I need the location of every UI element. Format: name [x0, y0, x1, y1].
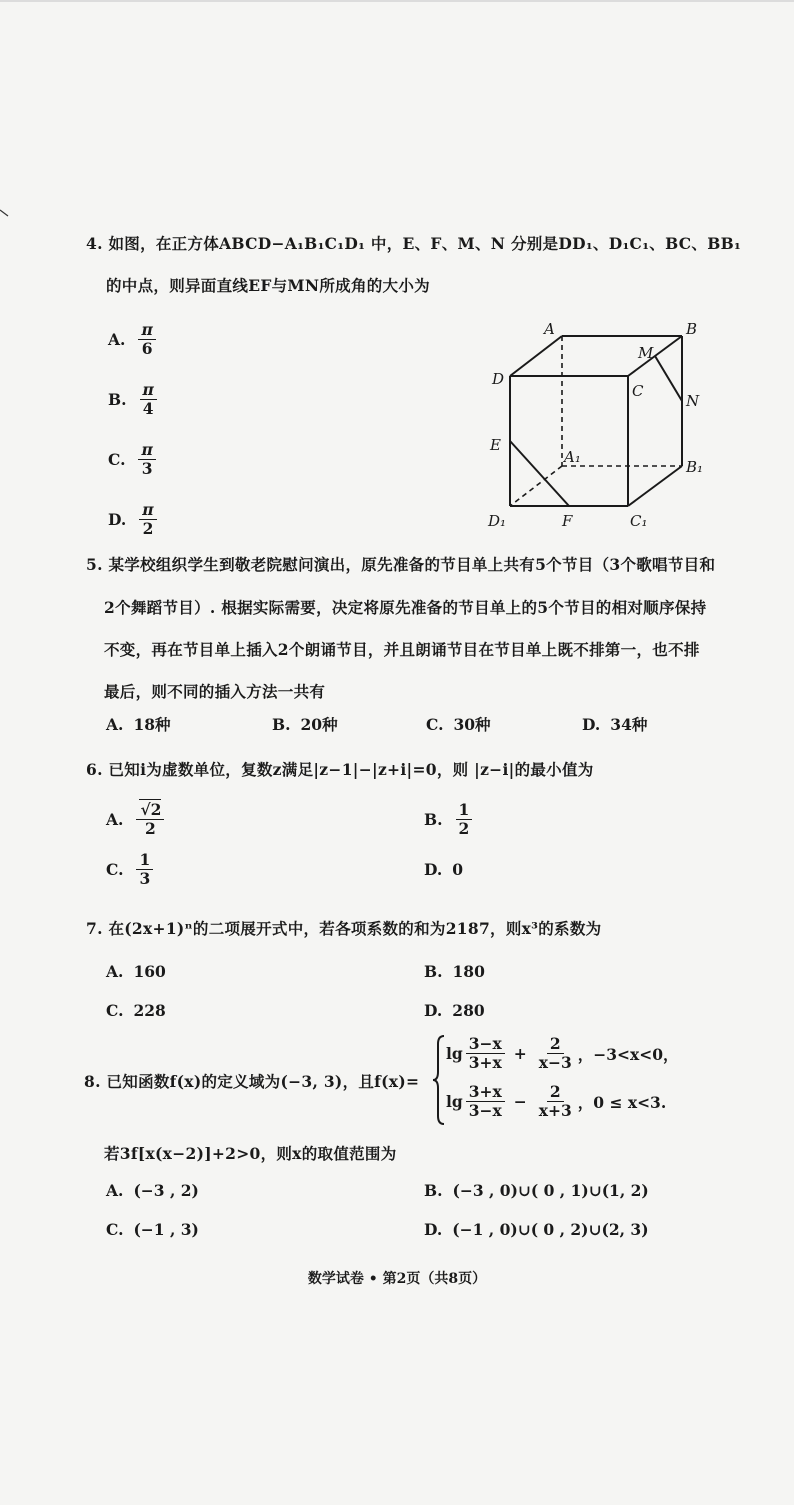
option-fraction: [136, 852, 153, 888]
top-edge: [0, 0, 794, 2]
option-fraction: [138, 322, 155, 358]
fraction-denominator: 4: [142, 399, 154, 419]
q5-stem-line4: 最后，则不同的插入方法一共有: [104, 682, 326, 701]
q8-condition-line: 若3f[x(x−2)]+2>0，则x的取值范围为: [104, 1144, 397, 1163]
label-a: A: [544, 320, 555, 338]
option-text: 34种: [610, 715, 648, 734]
label-c1: C₁: [630, 512, 648, 530]
option-text: 160: [133, 962, 166, 981]
q4-option-d[interactable]: [108, 502, 160, 538]
option-label: C.: [106, 1220, 124, 1239]
option-label: D.: [424, 860, 443, 879]
option-label: A.: [106, 810, 124, 830]
option-label: B.: [272, 714, 291, 734]
label-n: N: [686, 392, 700, 410]
fraction-numerator: 1: [456, 802, 473, 820]
q5-stem-line1: 5. 某学校组织学生到敬老院慰问演出，原先准备的节目单上共有5个节目（3个歌唱节目和: [86, 555, 716, 574]
q6-stem: 6. 已知i为虚数单位，复数z满足|z−1|−|z+i|=0，则 |z−i|的最小值为: [86, 760, 594, 779]
q7-option-a[interactable]: [106, 962, 166, 981]
option-text: 180: [452, 962, 485, 981]
q8-option-b[interactable]: [424, 1181, 649, 1200]
label-d: D: [492, 370, 505, 388]
fraction-denominator: 2: [145, 819, 156, 839]
q4-option-a[interactable]: [108, 322, 159, 358]
q8-stem: 8. 已知函数f(x)的定义域为(−3, 3)，且f(x)=: [84, 1072, 420, 1091]
fraction-numerator: 2: [547, 1036, 564, 1054]
fraction-denominator: x+3: [538, 1101, 572, 1121]
edge-c1b1: [628, 466, 682, 506]
option-label: B.: [424, 962, 443, 981]
q8-option-c[interactable]: [106, 1220, 199, 1239]
option-label: D.: [424, 1001, 443, 1020]
option-label: A.: [106, 1181, 124, 1200]
option-label: B.: [424, 1181, 443, 1200]
option-label: B.: [108, 390, 127, 410]
option-fraction: [138, 442, 155, 478]
option-fraction: [140, 382, 157, 418]
option-label: D.: [424, 1220, 443, 1239]
q4-option-c[interactable]: [108, 442, 159, 478]
piecewise-brace: [432, 1034, 446, 1126]
label-f: F: [562, 512, 573, 530]
option-fraction: [136, 802, 164, 838]
fraction-numerator: 2: [547, 1084, 564, 1102]
option-label: C.: [106, 860, 124, 880]
option-text: 18种: [133, 715, 171, 734]
page-footer: 数学试卷 • 第2页（共8页）: [307, 1271, 487, 1287]
q8-option-d[interactable]: [424, 1220, 649, 1239]
q4-stem-line2: 的中点，则异面直线EF与MN所成角的大小为: [106, 276, 430, 295]
edge-ad: [510, 336, 562, 376]
option-text: (−1 , 0)∪( 0 , 2)∪(2, 3): [452, 1220, 649, 1239]
log-symbol: lg: [446, 1092, 463, 1112]
log-symbol: lg: [446, 1044, 463, 1064]
q6-option-d[interactable]: [424, 860, 463, 879]
fraction-denominator: 3−x: [468, 1101, 502, 1121]
fraction-numerator: 3−x: [466, 1036, 505, 1054]
option-label: B.: [424, 810, 443, 830]
label-b: B: [686, 320, 698, 338]
q5-option-c[interactable]: [426, 713, 491, 735]
fraction-numerator: [136, 802, 164, 820]
q7-option-d[interactable]: [424, 1001, 485, 1020]
q5-option-a[interactable]: [106, 713, 171, 735]
sqrt-expression: √2: [140, 800, 162, 819]
q8-piece2: [446, 1084, 666, 1120]
q4-stem-line1: 4. 如图，在正方体ABCD−A₁B₁C₁D₁ 中，E、F、M、N 分别是DD₁、D₁C₁、BC、BB₁: [86, 234, 742, 253]
piece-fraction: [536, 1084, 575, 1120]
fraction-denominator: 3: [141, 459, 153, 479]
segment-ef: [510, 441, 569, 506]
condition: ，−3<x<0，: [577, 1044, 679, 1064]
option-fraction: [139, 502, 156, 538]
q7-option-c[interactable]: [106, 1001, 166, 1020]
q5-stem-line2: 2个舞蹈节目）. 根据实际需要，决定将原先准备的节目单上的5个节目的相对顺序保持: [104, 598, 707, 617]
option-fraction: [456, 802, 473, 838]
option-text: 0: [452, 860, 464, 879]
q5-stem-line3: 不变，再在节目单上插入2个朗诵节目，并且朗诵节目在节目单上既不排第一，也不排: [104, 640, 700, 659]
piece-fraction: [466, 1036, 505, 1072]
segment-mn: [655, 356, 682, 401]
operator: +: [513, 1044, 527, 1064]
q5-option-b[interactable]: [272, 713, 338, 735]
option-label: D.: [582, 714, 601, 734]
label-e: E: [490, 436, 501, 454]
label-b1: B₁: [686, 458, 704, 476]
hidden-edge-a1d1: [510, 466, 562, 506]
q6-option-a[interactable]: [106, 802, 167, 838]
option-label: A.: [106, 962, 124, 981]
q6-option-c[interactable]: [106, 852, 156, 888]
scan-mark: [0, 208, 10, 218]
option-text: 228: [133, 1001, 166, 1020]
q7-stem: 7. 在(2x+1)ⁿ的二项展开式中，若各项系数的和为2187，则x³的系数为: [86, 919, 602, 938]
q5-option-d[interactable]: [582, 713, 647, 735]
q8-option-a[interactable]: [106, 1181, 199, 1200]
label-d1: D₁: [488, 512, 507, 530]
cube-figure: [480, 316, 720, 536]
option-label: D.: [108, 510, 127, 530]
option-text: (−3 , 2): [133, 1181, 199, 1200]
q4-option-b[interactable]: [108, 382, 160, 418]
operator: −: [513, 1092, 527, 1112]
option-label: C.: [106, 1001, 124, 1020]
fraction-denominator: 3+x: [468, 1053, 502, 1073]
fraction-numerator: 3+x: [466, 1084, 505, 1102]
option-text: (−3 , 0)∪( 0 , 1)∪(1, 2): [452, 1181, 649, 1200]
option-text: (−1 , 3): [133, 1220, 199, 1239]
option-label: C.: [426, 714, 444, 734]
condition: ，0 ≤ x<3.: [577, 1092, 667, 1112]
piece-fraction: [536, 1036, 575, 1072]
option-text: 280: [452, 1001, 485, 1020]
fraction-denominator: 3: [139, 869, 151, 889]
fraction-denominator: x−3: [538, 1053, 572, 1073]
fraction-numerator: π: [138, 442, 155, 460]
piece-fraction: [466, 1084, 505, 1120]
fraction-numerator: π: [140, 382, 157, 400]
label-m: M: [638, 344, 654, 362]
q8-piece1: [446, 1036, 679, 1072]
label-a1: A₁: [564, 448, 581, 466]
q7-option-b[interactable]: [424, 962, 485, 981]
q6-option-b[interactable]: [424, 802, 475, 838]
label-c: C: [632, 382, 644, 400]
fraction-numerator: π: [138, 322, 155, 340]
option-label: A.: [106, 714, 124, 734]
option-label: A.: [108, 330, 126, 350]
fraction-denominator: 2: [142, 519, 154, 539]
fraction-numerator: 1: [136, 852, 153, 870]
option-text: 20种: [300, 715, 338, 734]
option-label: C.: [108, 450, 126, 470]
fraction-numerator: π: [139, 502, 156, 520]
option-text: 30种: [453, 715, 491, 734]
fraction-denominator: 2: [458, 819, 470, 839]
fraction-denominator: 6: [141, 339, 153, 359]
